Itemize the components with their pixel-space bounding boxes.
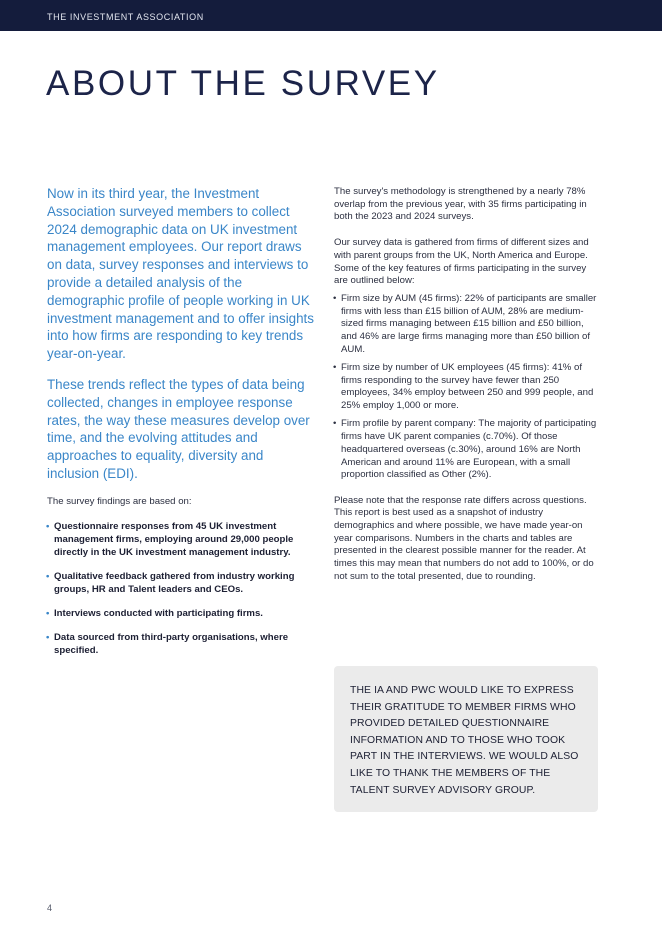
features-item: • Firm size by number of UK employees (45 firms): 41% of firms responding to the survey have fewer than 250 employees, 34% employ between 250 and 999 people, and 25% employ 1,000 or more. bbox=[334, 362, 602, 413]
lead-paragraph: Now in its third year, the Investment Association surveyed members to collect 2024 demographic data on UK investment management employees. Our report draws on data, survey responses and interviews to provide a detailed analysis of the demographic profile of people working in UK investment management and to offer insights into how firms are responding to key trends year-on-year. bbox=[47, 186, 314, 362]
features-item: • Firm profile by parent company: The majority of participating firms have UK parent companies (c.70%). Of those headquartered overseas (c.30%), around 16% are North American and around 11% are European, with a small proportion classified as Other (2%). bbox=[334, 418, 602, 482]
note-paragraph: Please note that the response rate differs across questions. This report is best used as a snapshot of industry demographics and where possible, we have made year-on year comparisons. Numbers in the charts and tables are presented in the clearest possible manner for the reader. At times this may mean that numbers do not add to 100%, or do not sum to the total presented, due to rounding. bbox=[334, 494, 594, 582]
spacer bbox=[334, 224, 602, 237]
lead-paragraph: These trends reflect the types of data being collected, changes in employee response rates, the way these measures develop over time, and the evolving attitudes and approaches to equality, diversity and inclusion (EDI). bbox=[47, 376, 310, 481]
page-title: ABOUT THE SURVEY bbox=[46, 64, 440, 103]
thanks-text: THE IA AND PWC WOULD LIKE TO EXPRESS THEIR GRATITUDE TO MEMBER FIRMS WHO PROVIDED DETAILED QUESTIONNAIRE INFORMATION AND TO THOSE WHO TOOK PART IN THE INTERVIEWS. WE WOULD ALSO LIKE TO THANK THE MEMBERS OF THE TALENT SURVEY ADVISORY GROUP. bbox=[350, 685, 579, 796]
features-item: • Firm size by AUM (45 firms): 22% of participants are smaller firms with less than £15 billion of AUM, 28% are medium-sized firms managing between £15 billion and £50 billion, and 46% are large firms managing more than £50 billion of AUM. bbox=[334, 293, 602, 357]
header-bar bbox=[0, 0, 662, 31]
spacer bbox=[334, 488, 602, 495]
findings-item: • Questionnaire responses from 45 UK investment management firms, employing around 29,000 people directly in the UK investment management industry. bbox=[47, 521, 315, 559]
data-intro-paragraph: Our survey data is gathered from firms of different sizes and with parent groups from the UK, North America and Europe. Some of the key features of firms participating in the survey are outlined below: bbox=[334, 237, 589, 287]
findings-intro: The survey findings are based on: bbox=[47, 495, 192, 507]
findings-item: • Data sourced from third-party organisations, where specified. bbox=[47, 632, 315, 657]
findings-item: • Qualitative feedback gathered from industry working groups, HR and Talent leaders and CEOs. bbox=[47, 571, 315, 596]
left-column bbox=[47, 185, 315, 669]
right-column bbox=[334, 186, 602, 583]
page-number: 4 bbox=[47, 903, 53, 913]
findings-item: • Interviews conducted with participating firms. bbox=[47, 608, 315, 621]
findings-list bbox=[47, 521, 315, 657]
header-title: THE INVESTMENT ASSOCIATION bbox=[47, 12, 204, 22]
methodology-paragraph: The survey's methodology is strengthened by a nearly 78% overlap from the previous year, with 35 firms participating in both the 2023 and 2024 surveys. bbox=[334, 186, 587, 223]
features-list bbox=[334, 293, 602, 482]
thanks-box bbox=[334, 666, 598, 812]
